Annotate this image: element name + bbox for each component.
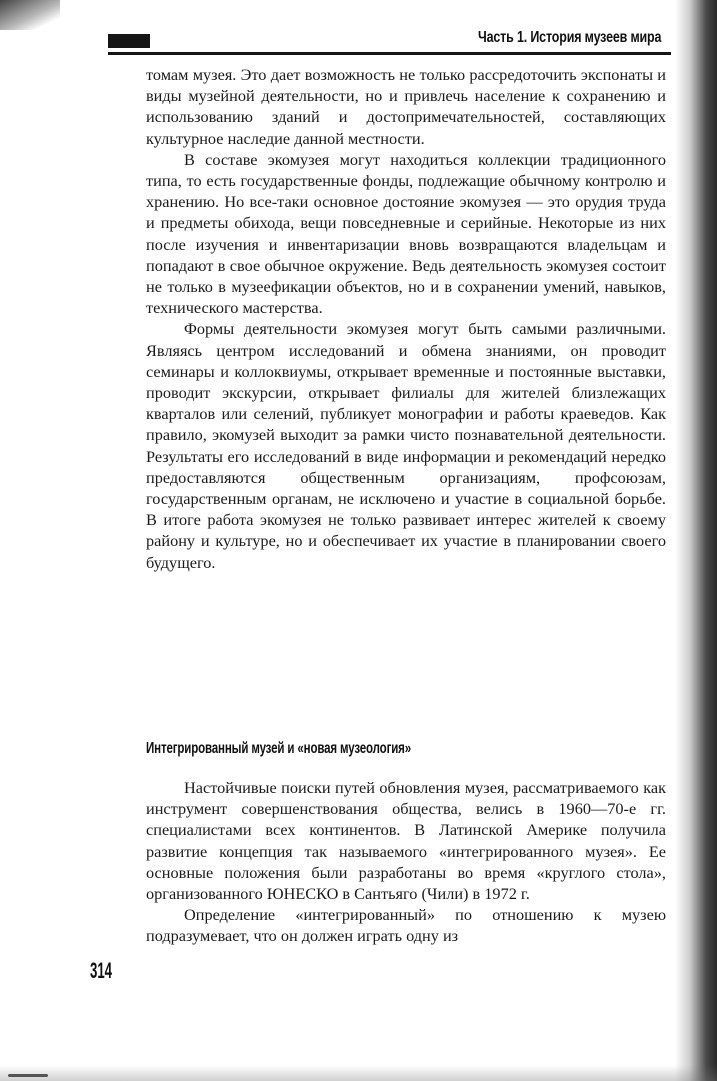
page-number: 314 — [90, 958, 113, 983]
paragraph: Формы деятельности экомузея могут быть самыми различными. Являясь центром исследований и обмена знаниями, он проводит семинары и коллоквиумы, открывает временные и постоянные выставки, проводит экскурсии, открывает филиалы для жителей близлежащих кварталов или селений, публикует монографии и работы краеведов. Как правило, экомузей выходит за рамки чисто познавательной деятельности. Результаты его исследований в виде информации и рекомендаций нередко предоставляются общественным организациям, профсоюзам, государственным органам, не исключено и участие в социальной борьбе. В итоге работа экомузея не только развивает интерес жителей к своему району и культуре, но и обеспечивает их участие в планировании своего будущего. — [146, 319, 666, 572]
paragraph: Определение «интегрированный» по отношению к музею подразумевает, что он должен играть одну из — [146, 905, 666, 946]
page-edge-shadow — [675, 0, 717, 1081]
page-bottom-shadow — [0, 1065, 717, 1081]
header-marker-bar — [108, 34, 150, 48]
scan-mark — [8, 1074, 48, 1077]
paragraph: В составе экомузея могут находиться коллекции традиционного типа, то есть государственные фонды, подлежащие обычному контролю и хранению. Но все-таки основное достояние экомузея — это орудия труда и предметы обихода, вещи повседневные и серийные. Некоторые из них после изучения и инвентаризации вновь возвращаются владельцам и попадают в свое обычное окружение. Ведь деятельность экомузея состоит не только в музеефикации объектов, но и в сохранении умений, навыков, технического мастерства. — [146, 149, 666, 318]
text-block-top — [146, 64, 666, 573]
header-rule — [108, 52, 671, 55]
text-block-bottom — [146, 777, 666, 947]
page-corner-shadow — [0, 0, 60, 30]
section-heading: Интегрированный музей и «новая музеология» — [146, 740, 412, 757]
paragraph: томам музея. Это дает возможность не только рассредоточить экспонаты и виды музейной деятельности, но и привлечь население к сохранению и использованию зданий и достопримечательностей, составляющих культурное наследие данной местности. — [146, 65, 666, 148]
paragraph: Настойчивые поиски путей обновления музея, рассматриваемого как инструмент совершенствования общества, велись в 1960—70-е гг. специалистами всех континентов. В Латинской Америке получила развитие концепция так называемого «интегрированного музея». Ее основные положения были разработаны во время «круглого стола», организованного ЮНЕСКО в Сантьяго (Чили) в 1972 г. — [146, 778, 666, 904]
running-title: Часть 1. История музеев мира — [478, 29, 662, 46]
